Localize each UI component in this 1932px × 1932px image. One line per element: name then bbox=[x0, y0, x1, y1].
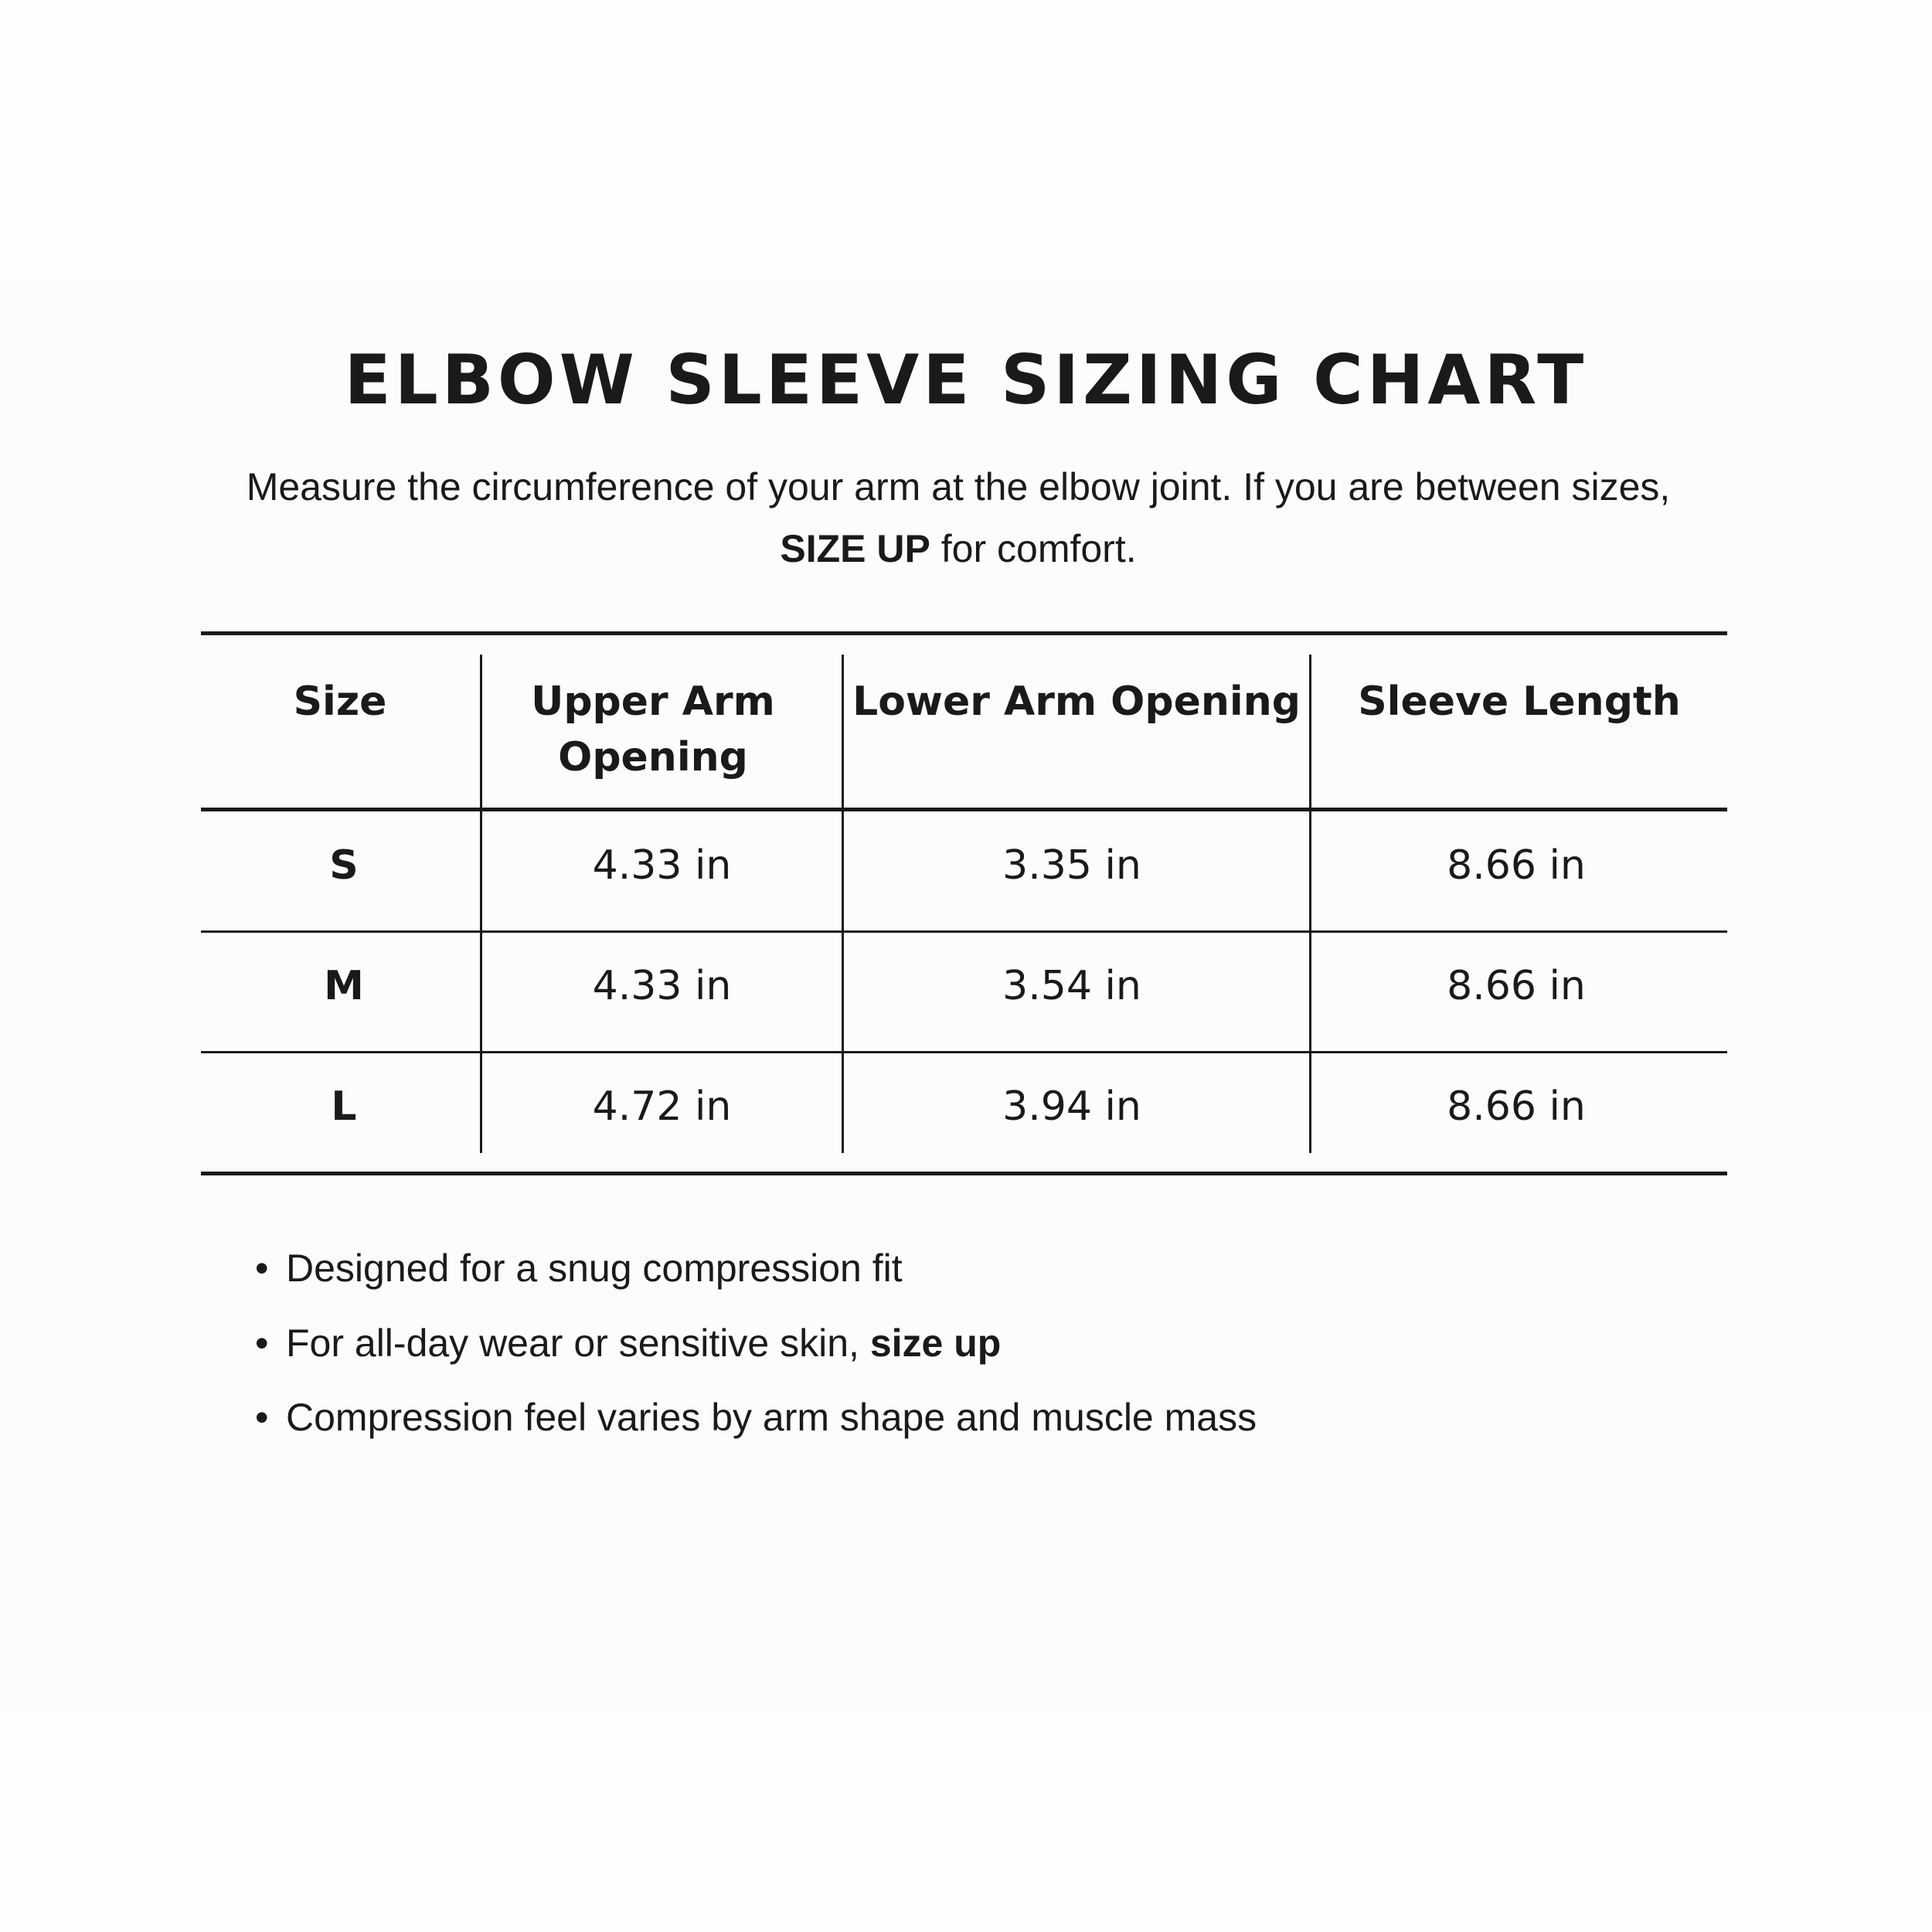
page-title: ELBOW SLEEVE SIZING CHART bbox=[344, 340, 1588, 420]
lower-arm-cell: 3.94 in bbox=[1002, 1083, 1141, 1130]
lower-arm-cell: 3.54 in bbox=[1002, 963, 1141, 1009]
note-text: Designed for a snug compression fit bbox=[286, 1247, 903, 1290]
list-item bbox=[255, 1246, 903, 1291]
header-sleeve-length: Sleeve Length bbox=[1358, 679, 1681, 725]
bullet-icon: • bbox=[255, 1247, 269, 1290]
header-size: Size bbox=[293, 679, 387, 725]
header-upper-arm: Upper Arm Opening bbox=[531, 679, 775, 781]
instructions bbox=[232, 456, 1685, 580]
size-cell: S bbox=[329, 842, 359, 889]
row-divider bbox=[201, 930, 1727, 933]
list-item bbox=[255, 1321, 1001, 1366]
note-text: Compression feel varies by arm shape and muscle mass bbox=[286, 1396, 1257, 1439]
row-divider bbox=[201, 1051, 1727, 1053]
sleeve-length-cell: 8.66 in bbox=[1447, 963, 1586, 1009]
note-emphasis: size up bbox=[869, 1321, 1002, 1365]
bullet-icon: • bbox=[255, 1321, 269, 1365]
column-divider bbox=[480, 655, 482, 1153]
size-cell: L bbox=[331, 1083, 357, 1130]
lower-arm-cell: 3.35 in bbox=[1002, 842, 1141, 889]
upper-arm-cell: 4.33 in bbox=[592, 963, 732, 1009]
note-text: For all-day wear or sensitive skin, bbox=[286, 1321, 870, 1365]
header-divider bbox=[201, 808, 1727, 811]
instructions-text: Measure the circumference of your arm at the elbow joint. If you are between sizes, bbox=[246, 465, 1671, 509]
sleeve-length-cell: 8.66 in bbox=[1447, 842, 1586, 889]
bullet-icon: • bbox=[255, 1396, 269, 1439]
upper-arm-cell: 4.33 in bbox=[592, 842, 732, 889]
upper-arm-cell: 4.72 in bbox=[592, 1083, 732, 1130]
instructions-emphasis: SIZE UP bbox=[780, 527, 930, 570]
size-cell: M bbox=[324, 963, 364, 1009]
list-item bbox=[255, 1395, 1257, 1440]
header-lower-arm: Lower Arm Opening bbox=[852, 679, 1301, 725]
sleeve-length-cell: 8.66 in bbox=[1447, 1083, 1586, 1130]
table-bottom-border bbox=[201, 1172, 1727, 1175]
instructions-text-end: for comfort. bbox=[930, 527, 1137, 570]
table-top-border bbox=[201, 631, 1727, 635]
